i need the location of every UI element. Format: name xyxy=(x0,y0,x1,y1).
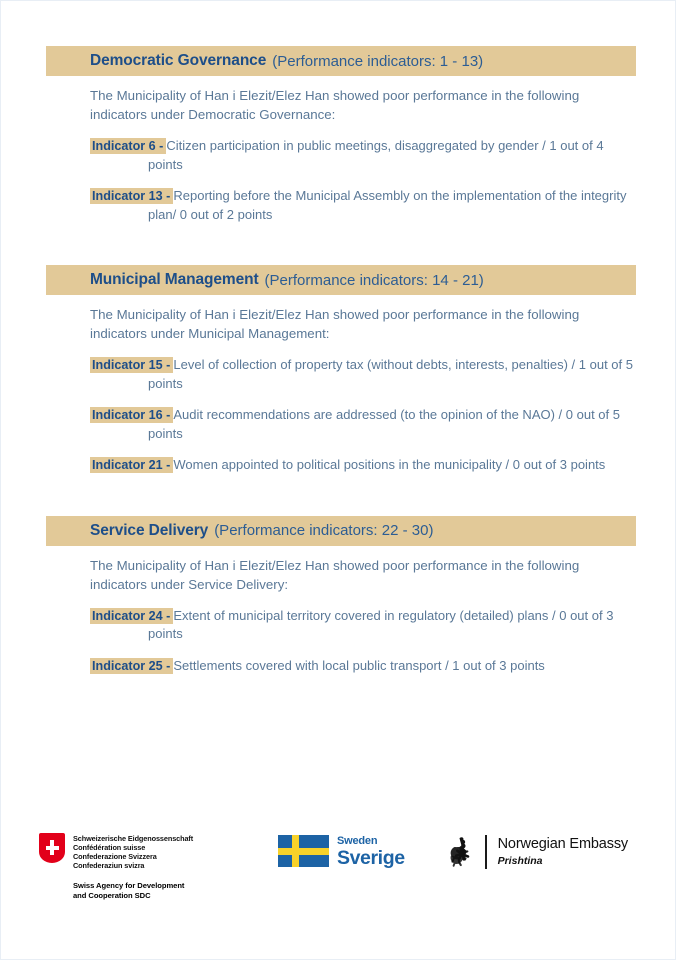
section-spacer xyxy=(46,486,636,516)
indicator-description: Audit recommendations are addressed (to the opinion of the NAO) / 0 out of 5 points xyxy=(148,407,620,441)
indicator-description: Reporting before the Municipal Assembly on the implementation of the integrity plan/ 0 out of 2 points xyxy=(148,188,627,222)
indicator-label: Indicator 24 - xyxy=(90,608,173,624)
section-municipal-management xyxy=(46,265,636,475)
section-intro-text: The Municipality of Han i Elezit/Elez Han showed poor performance in the following indicators under Service Delivery: xyxy=(90,557,580,592)
report-content xyxy=(46,46,636,686)
section-title: Municipal Management xyxy=(90,271,259,288)
norway-logo-text xyxy=(498,836,628,869)
sweden-name-en: Sweden xyxy=(337,835,378,847)
sweden-logo-text xyxy=(337,835,405,869)
swiss-agency-line-2: and Cooperation SDC xyxy=(73,890,151,900)
indicator-entry xyxy=(90,657,636,676)
indicator-description: Extent of municipal territory covered in regulatory (detailed) plans / 0 out of 3 points xyxy=(148,607,614,641)
section-intro-text: The Municipality of Han i Elezit/Elez Han showed poor performance in the following indicators under Democratic Governance: xyxy=(90,88,580,122)
section-header-bar xyxy=(46,265,636,295)
section-intro-text: The Municipality of Han i Elezit/Elez Han showed poor performance in the following indicators under Municipal Management: xyxy=(90,307,580,341)
indicator-description: Settlements covered with local public transport / 1 out of 3 points xyxy=(173,657,545,673)
section-indicator-range: (Performance indicators: 22 - 30) xyxy=(214,522,434,539)
indicator-label: Indicator 15 - xyxy=(90,357,173,373)
swiss-logo-text xyxy=(73,833,193,901)
logo-swiss-confederation xyxy=(39,833,193,901)
section-indicator-range: (Performance indicators: 14 - 21) xyxy=(264,271,484,289)
section-header-bar xyxy=(46,46,636,76)
indicator-entry xyxy=(90,356,636,393)
section-spacer xyxy=(46,235,636,265)
swiss-shield-icon xyxy=(39,833,65,863)
section-body xyxy=(46,546,636,676)
indicator-label: Indicator 25 - xyxy=(90,658,173,674)
sweden-name-sv: Sverige xyxy=(337,847,405,869)
indicator-description: Level of collection of property tax (without debts, interests, penalties) / 1 out of 5 points xyxy=(148,357,633,391)
swiss-name-fr: Confédération suisse xyxy=(73,843,146,853)
indicator-label: Indicator 16 - xyxy=(90,407,173,423)
indicator-entry xyxy=(90,187,636,224)
norway-embassy-name: Norwegian Embassy xyxy=(497,835,629,852)
indicator-entry xyxy=(90,456,636,475)
section-title: Democratic Governance xyxy=(90,52,267,69)
section-service-delivery xyxy=(46,516,636,676)
indicator-entry xyxy=(90,607,636,644)
sweden-flag-icon xyxy=(278,835,329,867)
section-democratic-governance xyxy=(46,46,636,224)
indicator-entry xyxy=(90,137,636,174)
section-indicator-range: (Performance indicators: 1 - 13) xyxy=(272,52,484,70)
indicator-description: Citizen participation in public meetings, disaggregated by gender / 1 out of 4 points xyxy=(148,138,604,172)
logo-norwegian-embassy xyxy=(442,835,628,869)
section-title: Service Delivery xyxy=(90,521,209,539)
indicator-label: Indicator 13 - xyxy=(90,188,173,204)
swiss-agency-line-1: Swiss Agency for Development xyxy=(73,881,185,891)
logo-divider xyxy=(485,835,487,869)
donor-logos-footer xyxy=(1,827,676,937)
indicator-description: Women appointed to political positions in the municipality / 0 out of 3 points xyxy=(173,457,606,472)
norway-embassy-city: Prishtina xyxy=(497,854,543,867)
logo-sweden xyxy=(278,835,405,869)
indicator-label: Indicator 21 - xyxy=(90,457,173,473)
swiss-name-it: Confederazione Svizzera xyxy=(73,852,157,862)
section-body xyxy=(46,76,636,224)
norwegian-lion-crest-icon xyxy=(442,835,476,869)
section-header-bar xyxy=(46,516,636,546)
indicator-entry xyxy=(90,406,636,443)
indicator-label: Indicator 6 - xyxy=(90,138,166,154)
section-body xyxy=(46,295,636,475)
swiss-name-rm: Confederaziun svizra xyxy=(73,861,145,871)
swiss-name-de: Schweizerische Eidgenossenschaft xyxy=(73,834,194,843)
